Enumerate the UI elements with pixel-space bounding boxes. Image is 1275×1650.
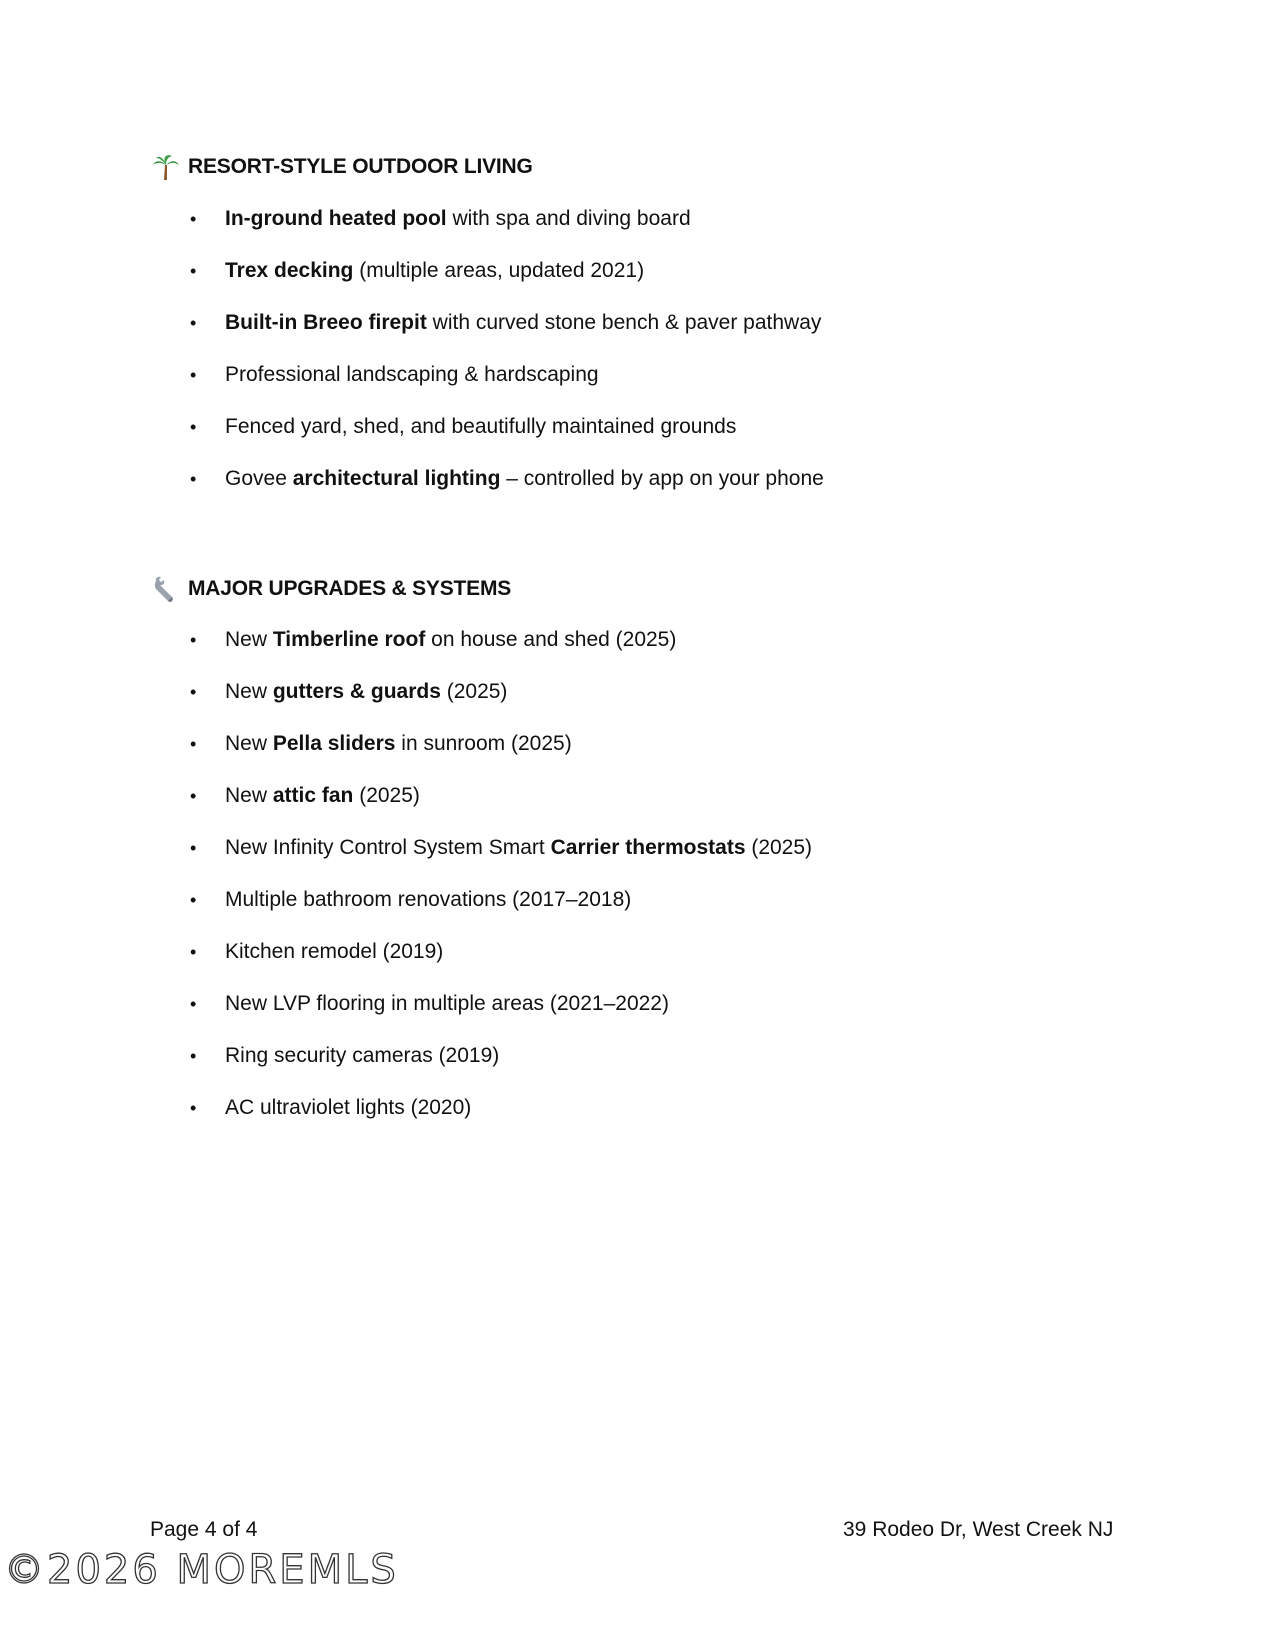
list-item: • New attic fan (2025) [190,784,420,807]
list-item: • Fenced yard, shed, and beautifully maintained grounds [190,415,737,438]
list-item: • Multiple bathroom renovations (2017–2018) [190,888,632,911]
page-number: Page 4 of 4 [150,1518,258,1541]
list-item: • Kitchen remodel (2019) [190,940,444,963]
section-heading-text: MAJOR UPGRADES & SYSTEMS [188,577,512,600]
list-item: • AC ultraviolet lights (2020) [190,1096,472,1119]
list-item: • New Timberline roof on house and shed (2025) [190,628,677,651]
list-item: • New LVP flooring in multiple areas (2021–2022) [190,992,669,1015]
list-item: • Ring security cameras (2019) [190,1044,500,1067]
list-item: • In-ground heated pool with spa and diving board [190,207,691,230]
section-heading-text: RESORT-STYLE OUTDOOR LIVING [188,155,533,178]
list-item: • Professional landscaping & hardscaping [190,363,599,386]
section-heading-outdoor [152,153,533,181]
property-address: 39 Rodeo Dr, West Creek NJ [843,1518,1114,1541]
list-item: • Trex decking (multiple areas, updated 2021) [190,259,645,282]
list-item: • New Infinity Control System Smart Carrier thermostats (2025) [190,836,813,859]
palm-tree-icon [152,153,180,181]
list-item: • New gutters & guards (2025) [190,680,508,703]
list-item: • New Pella sliders in sunroom (2025) [190,732,572,755]
watermark: ©2026 MOREMLS [4,1547,399,1593]
wrench-icon [152,575,180,603]
section-heading-upgrades [152,575,511,603]
list-item: • Built-in Breeo firepit with curved stone bench & paver pathway [190,311,822,334]
list-item: • Govee architectural lighting – controlled by app on your phone [190,467,824,490]
